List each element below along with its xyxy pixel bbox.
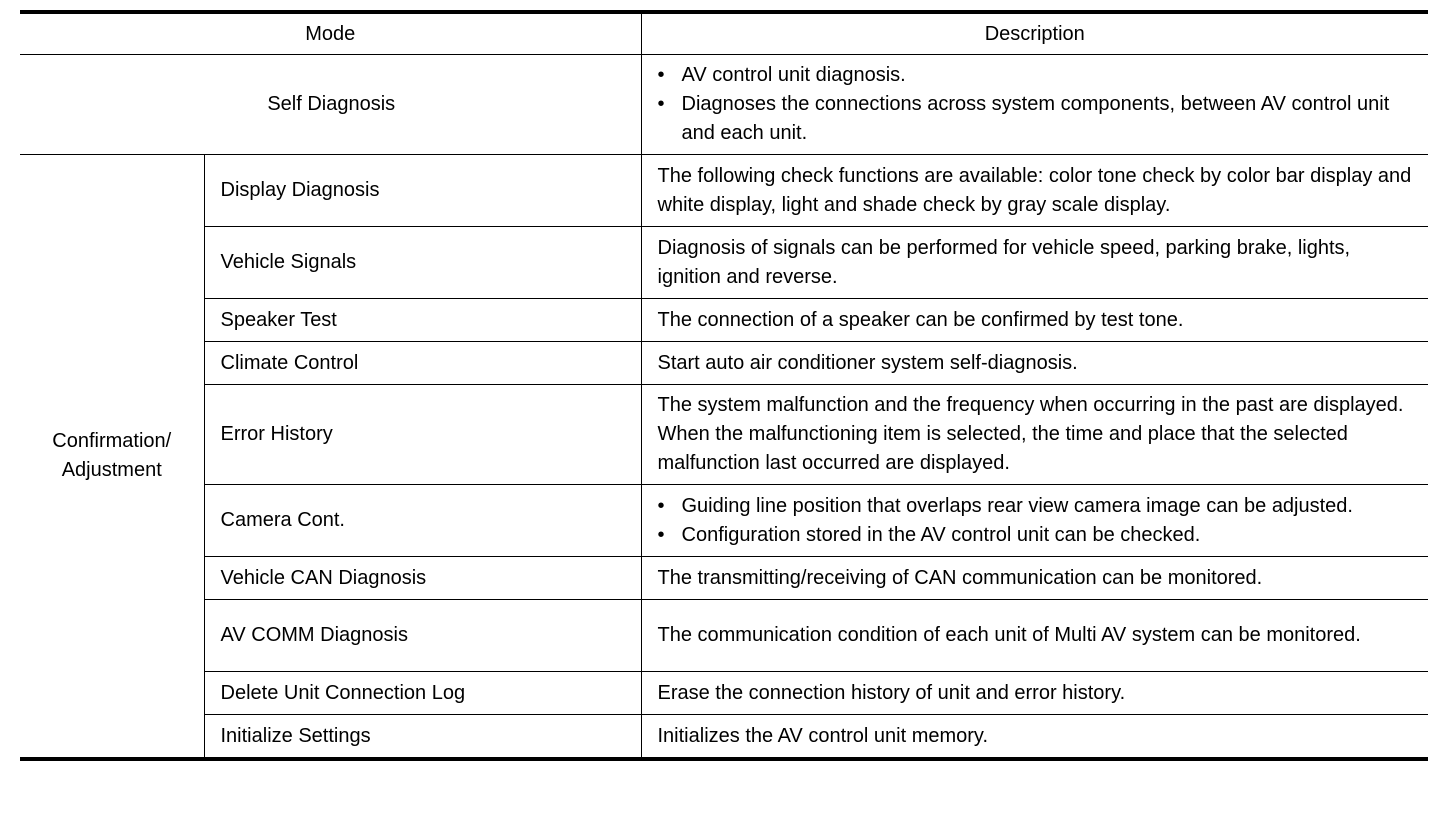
mode-cell: Vehicle Signals <box>204 227 641 299</box>
table-row <box>20 485 1428 557</box>
header-mode: Mode <box>20 12 641 55</box>
mode-cell: Speaker Test <box>204 299 641 342</box>
table-row <box>20 342 1428 385</box>
table-row <box>20 715 1428 760</box>
mode-cell: Delete Unit Connection Log <box>204 672 641 715</box>
header-description: Description <box>641 12 1428 55</box>
mode-self-diagnosis: Self Diagnosis <box>20 55 641 155</box>
description-cell: The following check functions are available: color tone check by color bar display and white display, light and shade check by gray scale display. <box>641 155 1428 227</box>
mode-description-table <box>20 10 1428 761</box>
description-cell: Diagnosis of signals can be performed for vehicle speed, parking brake, lights, ignition and reverse. <box>641 227 1428 299</box>
mode-description-table-wrapper <box>20 10 1428 761</box>
bullet-item: • AV control unit diagnosis. <box>658 61 1415 90</box>
bullet-item: • Diagnoses the connections across system components, between AV control unit and each unit. <box>658 90 1415 148</box>
description-cell: Erase the connection history of unit and error history. <box>641 672 1428 715</box>
description-self-diagnosis <box>641 55 1428 155</box>
table-row <box>20 299 1428 342</box>
bullet-item: • Configuration stored in the AV control unit can be checked. <box>658 521 1415 550</box>
table-row <box>20 672 1428 715</box>
mode-cell: Initialize Settings <box>204 715 641 760</box>
mode-cell: Display Diagnosis <box>204 155 641 227</box>
mode-cell: Vehicle CAN Diagnosis <box>204 557 641 600</box>
table-row <box>20 385 1428 485</box>
bullet-list <box>658 492 1415 550</box>
table-row-self-diagnosis <box>20 55 1428 155</box>
table-row <box>20 227 1428 299</box>
description-cell: The communication condition of each unit of Multi AV system can be monitored. <box>641 600 1428 672</box>
mode-cell: Camera Cont. <box>204 485 641 557</box>
description-cell: Initializes the AV control unit memory. <box>641 715 1428 760</box>
table-row <box>20 600 1428 672</box>
table-row <box>20 155 1428 227</box>
mode-cell: Error History <box>204 385 641 485</box>
description-cell: The system malfunction and the frequency when occurring in the past are displayed. When the malfunctioning item is selected, the time and place that the selected malfunction last occurred are displayed. <box>641 385 1428 485</box>
table-row <box>20 557 1428 600</box>
description-cell: The transmitting/receiving of CAN communication can be monitored. <box>641 557 1428 600</box>
group-label-confirmation-adjustment: Confirmation/ Adjustment <box>20 155 204 760</box>
table-header-row <box>20 12 1428 55</box>
mode-cell: AV COMM Diagnosis <box>204 600 641 672</box>
bullet-item: • Guiding line position that overlaps rear view camera image can be adjusted. <box>658 492 1415 521</box>
description-cell: Start auto air conditioner system self-diagnosis. <box>641 342 1428 385</box>
bullet-list <box>658 61 1415 148</box>
mode-cell: Climate Control <box>204 342 641 385</box>
description-cell: The connection of a speaker can be confirmed by test tone. <box>641 299 1428 342</box>
description-cell <box>641 485 1428 557</box>
